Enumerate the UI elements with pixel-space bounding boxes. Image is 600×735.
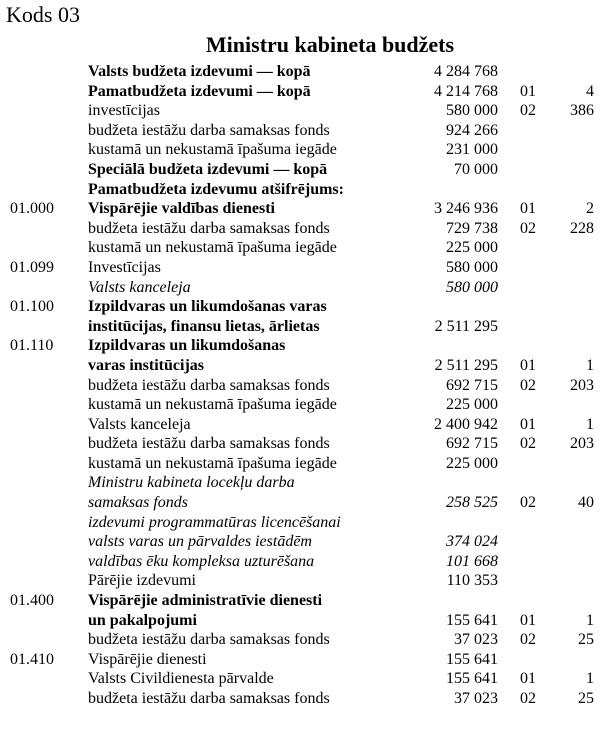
- row-col-b: 203: [570, 435, 594, 453]
- row-col-b: 4: [586, 82, 594, 100]
- table-row: [0, 552, 600, 572]
- row-label: budžeta iestāžu darba samaksas fonds: [88, 219, 330, 237]
- row-code: 01.400: [10, 592, 54, 610]
- row-label: institūcijas, finansu lietas, ārlietas: [88, 317, 320, 335]
- table-row: [0, 376, 600, 396]
- row-col-b: 1: [586, 356, 594, 374]
- row-amount: 4 214 768: [434, 82, 498, 100]
- row-amount: 692 715: [446, 376, 498, 394]
- row-label: un pakalpojumi: [88, 611, 197, 629]
- table-row: [0, 571, 600, 591]
- table-row: [0, 278, 600, 298]
- page-title: Ministru kabineta budžets: [205, 32, 455, 57]
- row-label: Pamatbudžeta izdevumu atšifrējums:: [88, 180, 344, 198]
- row-col-b: 1: [586, 415, 594, 433]
- row-label: investīcijas: [88, 102, 160, 120]
- row-amount: 110 353: [446, 572, 498, 590]
- row-amount: 225 000: [446, 454, 498, 472]
- row-label: izdevumi programmatūras licencēšanai: [88, 513, 341, 531]
- table-row: [0, 238, 600, 258]
- row-label: Valsts budžeta izdevumi — kopā: [88, 63, 311, 80]
- row-col-a: 02: [520, 494, 536, 512]
- table-row: [0, 473, 600, 493]
- row-col-a: 02: [520, 690, 536, 707]
- row-label: budžeta iestāžu darba samaksas fonds: [88, 121, 330, 139]
- row-amount: 155 641: [446, 670, 498, 688]
- table-row: [0, 140, 600, 160]
- table-row: [0, 689, 600, 709]
- row-label: Speciālā budžeta izdevumi — kopā: [88, 160, 328, 178]
- table-row: [0, 650, 600, 670]
- row-amount: 101 668: [446, 552, 498, 570]
- row-amount: 580 000: [446, 102, 498, 120]
- row-code: 01.100: [10, 298, 54, 316]
- row-col-b: 40: [578, 494, 594, 512]
- table-row: [0, 415, 600, 435]
- row-code: 01.000: [10, 200, 54, 218]
- row-code: 01.410: [10, 650, 54, 668]
- row-amount: 580 000: [446, 258, 498, 276]
- row-label: kustamā un nekustamā īpašuma iegāde: [88, 239, 337, 257]
- row-label: budžeta iestāžu darba samaksas fonds: [88, 631, 330, 649]
- table-row: [0, 121, 600, 141]
- row-amount: 155 641: [446, 650, 498, 668]
- table-row: [0, 356, 600, 376]
- row-label: Vispārējie administratīvie dienesti: [88, 592, 323, 610]
- row-label: samaksas fonds: [88, 494, 189, 512]
- row-label: Vispārējie dienesti: [88, 650, 207, 668]
- row-col-a: 01: [520, 415, 536, 433]
- table-row: [0, 199, 600, 219]
- row-label: Pamatbudžeta izdevumi — kopā: [88, 82, 311, 100]
- table-row: [0, 180, 600, 200]
- row-label: Vispārējie valdības dienesti: [88, 200, 275, 218]
- table-row: [0, 317, 600, 337]
- row-code: 01.110: [10, 337, 54, 355]
- row-amount: 692 715: [446, 435, 498, 453]
- row-label: Ministru kabineta locekļu darba: [88, 474, 295, 492]
- row-col-a: 01: [520, 611, 536, 629]
- row-col-a: 01: [520, 356, 536, 374]
- table-row: [0, 336, 600, 356]
- table-row: [0, 297, 600, 317]
- row-amount: 225 000: [446, 239, 498, 257]
- row-label: Valsts kanceleja: [88, 415, 191, 433]
- table-row: [0, 669, 600, 689]
- table-row: [0, 532, 600, 552]
- row-label: Valsts Civildienesta pārvalde: [88, 670, 274, 688]
- row-label: budžeta iestāžu darba samaksas fonds: [88, 690, 330, 707]
- row-label: varas institūcijas: [88, 356, 204, 374]
- row-col-b: 386: [570, 102, 594, 120]
- table-row: [0, 513, 600, 533]
- row-col-b: 228: [570, 219, 594, 237]
- row-label: Investīcijas: [88, 258, 161, 276]
- row-label: Valsts kanceleja: [88, 278, 191, 296]
- row-amount: 924 266: [446, 121, 498, 139]
- row-col-a: 02: [520, 631, 536, 649]
- row-col-a: 02: [520, 102, 536, 120]
- row-amount: 37 023: [454, 631, 498, 649]
- row-label: kustamā un nekustamā īpašuma iegāde: [88, 396, 337, 414]
- row-label: budžeta iestāžu darba samaksas fonds: [88, 435, 330, 453]
- table-row: [0, 611, 600, 631]
- row-amount: 4 284 768: [434, 63, 498, 80]
- row-col-b: 25: [578, 690, 594, 707]
- row-col-a: 01: [520, 82, 536, 100]
- row-amount: 2 511 295: [434, 356, 498, 374]
- table-row: [0, 219, 600, 239]
- row-amount: 2 511 295: [434, 317, 498, 335]
- row-col-b: 203: [570, 376, 594, 394]
- table-row: [0, 82, 600, 102]
- row-label: valdības ēku kompleksa uzturēšana: [88, 552, 315, 570]
- row-amount: 2 400 942: [434, 415, 498, 433]
- row-label: Pārējie izdevumi: [88, 572, 196, 590]
- row-col-a: 02: [520, 376, 536, 394]
- table-row: [0, 454, 600, 474]
- row-amount: 258 525: [446, 494, 498, 512]
- budget-table: [0, 62, 600, 709]
- row-col-a: 02: [520, 435, 536, 453]
- section-code-title: Kods 03: [6, 2, 80, 27]
- row-col-b: 2: [586, 200, 594, 218]
- row-code: 01.099: [10, 258, 54, 276]
- table-row: [0, 101, 600, 121]
- row-col-a: 02: [520, 219, 536, 237]
- row-amount: 231 000: [446, 141, 498, 159]
- row-amount: 580 000: [446, 278, 498, 296]
- row-amount: 729 738: [446, 219, 498, 237]
- table-row: [0, 395, 600, 415]
- row-amount: 70 000: [454, 160, 498, 178]
- table-row: [0, 434, 600, 454]
- row-label: Izpildvaras un likumdošanas: [88, 337, 286, 355]
- table-row: [0, 591, 600, 611]
- row-amount: 374 024: [446, 533, 498, 551]
- row-amount: 3 246 936: [434, 200, 498, 218]
- row-label: Izpildvaras un likumdošanas varas: [88, 298, 327, 316]
- table-row: [0, 258, 600, 278]
- row-col-a: 01: [520, 670, 536, 688]
- row-amount: 37 023: [454, 690, 498, 707]
- row-amount: 155 641: [446, 611, 498, 629]
- row-col-b: 1: [586, 670, 594, 688]
- table-row: [0, 160, 600, 180]
- row-label: kustamā un nekustamā īpašuma iegāde: [88, 141, 337, 159]
- row-col-b: 1: [586, 611, 594, 629]
- row-col-b: 25: [578, 631, 594, 649]
- row-col-a: 01: [520, 200, 536, 218]
- table-row: [0, 630, 600, 650]
- table-row: [0, 493, 600, 513]
- row-label: budžeta iestāžu darba samaksas fonds: [88, 376, 330, 394]
- row-label: kustamā un nekustamā īpašuma iegāde: [88, 454, 337, 472]
- row-amount: 225 000: [446, 396, 498, 414]
- table-row: [0, 62, 600, 82]
- row-label: valsts varas un pārvaldes iestādēm: [88, 533, 312, 551]
